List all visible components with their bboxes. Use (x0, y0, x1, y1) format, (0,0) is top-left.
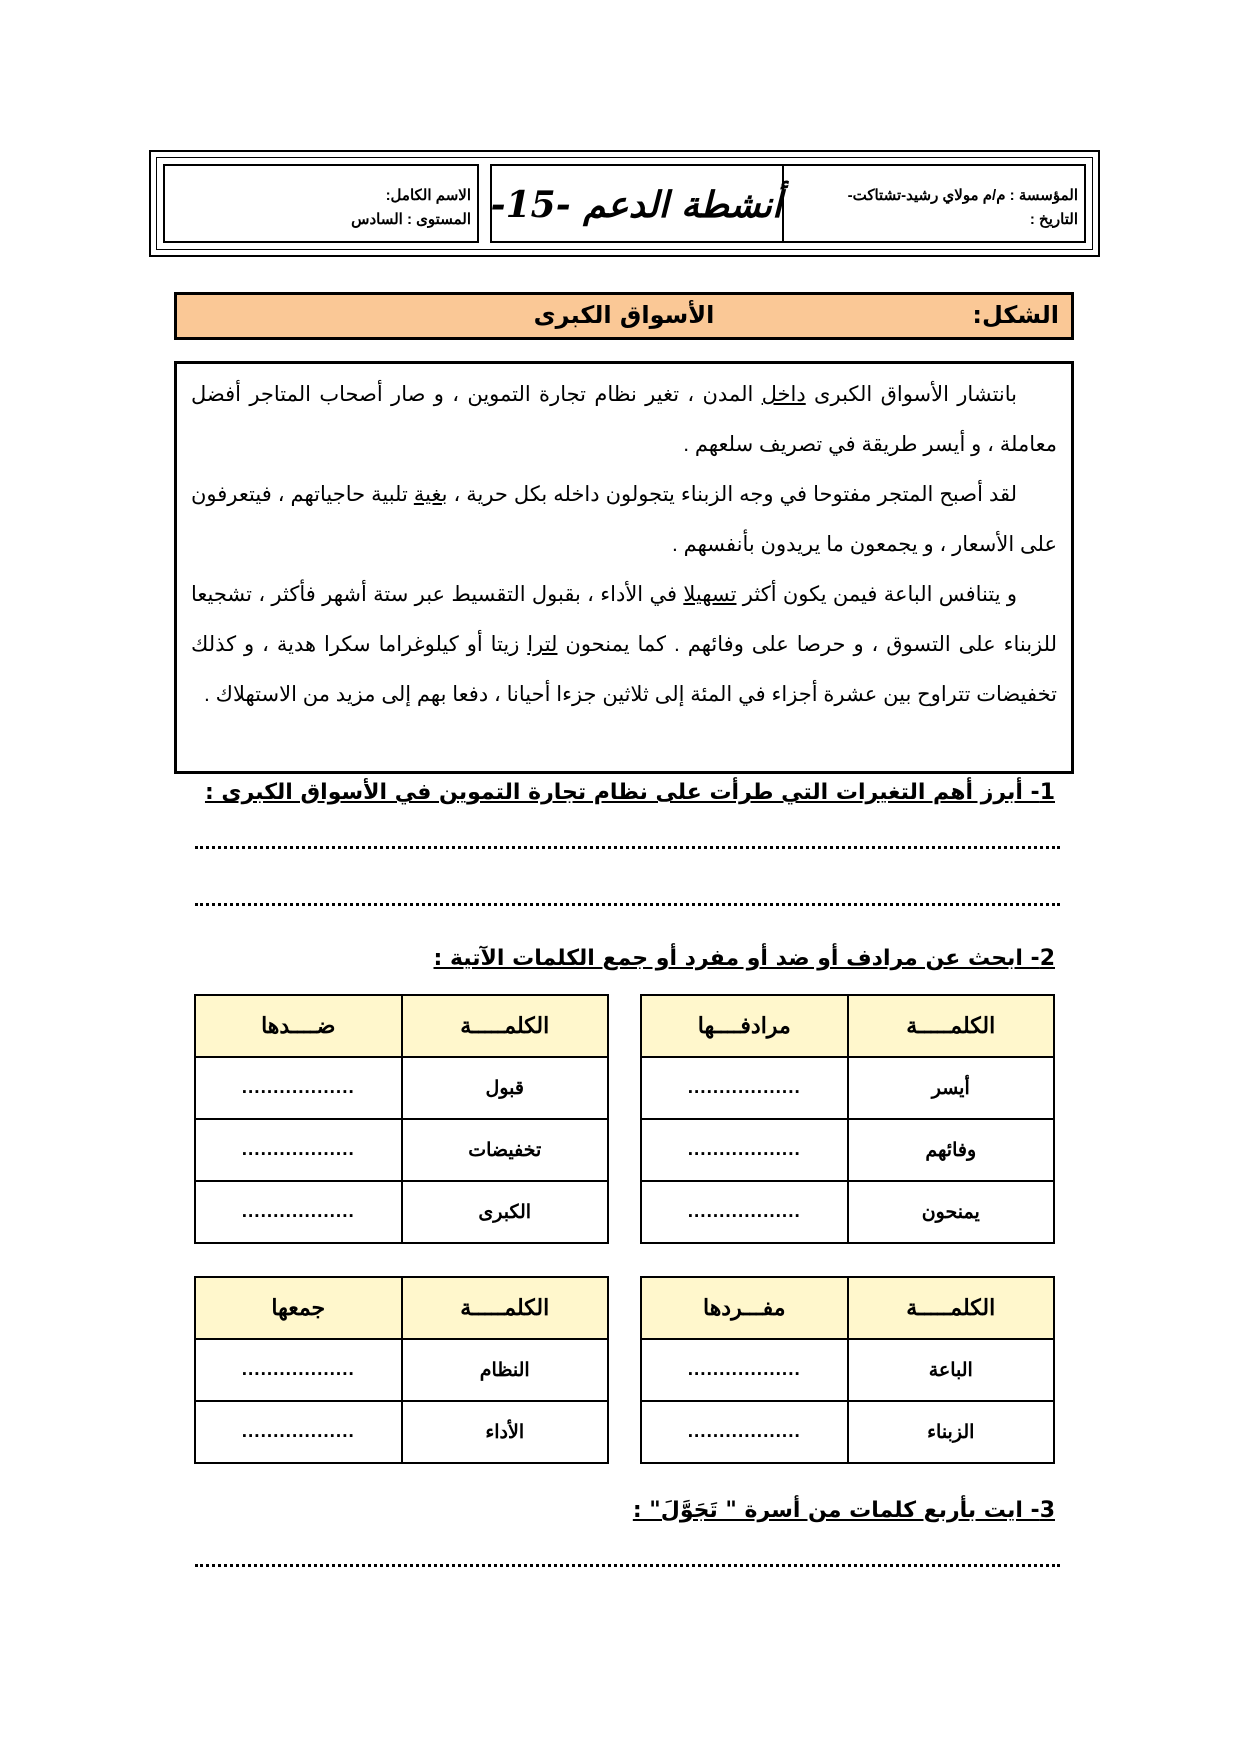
student-info-cell (163, 164, 479, 243)
table-row (641, 1057, 1054, 1119)
plural-header: جمعها (195, 1277, 402, 1339)
word-cell: تخفيضات (402, 1119, 609, 1181)
answer-cell[interactable]: .................. (641, 1119, 848, 1181)
plurals-table (194, 1276, 609, 1464)
word-cell: قبول (402, 1057, 609, 1119)
table-header-row (641, 1277, 1054, 1339)
answer-cell[interactable]: .................. (195, 1339, 402, 1401)
table-header-row (195, 1277, 608, 1339)
reading-text-box (174, 361, 1074, 774)
p3-part-a: و يتنافس الباعة فيمن يكون أكثر (736, 583, 1017, 606)
table-row (195, 1181, 608, 1243)
question-3: 3- ايت بأربع كلمات من أسرة " تَجَوَّلَ" : (632, 1498, 1055, 1523)
singular-header: مفـــردها (641, 1277, 848, 1339)
table-row (641, 1181, 1054, 1243)
paragraph-3 (191, 570, 1057, 720)
p1-part-a: بانتشار الأسواق الكبرى (805, 383, 1017, 406)
table-header-row (195, 995, 608, 1057)
word-cell: الباعة (848, 1339, 1055, 1401)
table-row (195, 1057, 608, 1119)
p3-part-c: زيتا أو كيلوغراما سكرا هدية ، و كذلك تخفيضات تتراوح بين عشرة أجزاء في المئة إلى ثلاثين جزءا أحيانا ، دفعا بهم إلى مزيد من الاستهلاك . (191, 633, 1057, 706)
fullname-label: الاسم الكامل: (385, 187, 471, 204)
question-2: 2- ابحث عن مرادف أو ضد أو مفرد أو جمع الكلمات الآتية : (433, 946, 1055, 971)
p1-part-b: المدن ، تغير نظام تجارة التموين ، و صار أصحاب المتاجر أفضل معاملة ، و أيسر طريقة في تصريف سلعهم . (191, 383, 1057, 456)
text-title: الأسواق الكبرى (533, 301, 715, 329)
answer-cell[interactable]: .................. (195, 1181, 402, 1243)
p3-part-b: في الأداء ، بقبول التقسيط عبر ستة أشهر فأكثر ، تشجيعا للزبناء على التسوق ، و حرصا على وفائهم . كما يمنحون (191, 583, 1057, 656)
table-row (641, 1401, 1054, 1463)
answer-cell[interactable]: .................. (641, 1401, 848, 1463)
table-row (195, 1401, 608, 1463)
answer-cell[interactable]: .................. (195, 1401, 402, 1463)
word-cell: الكبرى (402, 1181, 609, 1243)
table-header-row (641, 995, 1054, 1057)
p1-underlined: داخل (761, 383, 806, 406)
word-cell: يمنحون (848, 1181, 1055, 1243)
word-cell: وفائهم (848, 1119, 1055, 1181)
p3-underlined-1: تسهيلا (683, 583, 737, 606)
word-cell: أيسر (848, 1057, 1055, 1119)
antonyms-table (194, 994, 609, 1244)
word-cell: الأداء (402, 1401, 609, 1463)
table-row (641, 1119, 1054, 1181)
antonym-header: ضــــدها (195, 995, 402, 1057)
word-cell: النظام (402, 1339, 609, 1401)
institution-cell (782, 164, 1086, 243)
answer-cell[interactable]: .................. (641, 1339, 848, 1401)
answer-cell[interactable]: .................. (641, 1057, 848, 1119)
title-bar (174, 292, 1074, 340)
word-header: الكلمـــــة (848, 995, 1055, 1057)
p2-part-b: تلبية حاجياتهم ، فيتعرفون على الأسعار ، و يجمعون ما يريدون بأنفسهم . (191, 483, 1057, 556)
table-row (641, 1339, 1054, 1401)
table-row (195, 1339, 608, 1401)
genre-label: الشكل: (972, 301, 1059, 329)
synonyms-table (640, 994, 1055, 1244)
p3-underlined-2: لترا (527, 633, 558, 656)
answer-cell[interactable]: .................. (195, 1119, 402, 1181)
answer-line-3[interactable] (195, 1564, 1060, 1567)
word-header: الكلمـــــة (402, 1277, 609, 1339)
synonym-header: مرادفــــها (641, 995, 848, 1057)
header-frame (149, 150, 1100, 257)
word-header: الكلمـــــة (848, 1277, 1055, 1339)
activity-title-cell (490, 164, 784, 243)
paragraph-1 (191, 370, 1057, 470)
answer-line-1[interactable] (195, 846, 1060, 849)
header-inner-frame (156, 157, 1093, 250)
answer-line-2[interactable] (195, 903, 1060, 906)
date-label: التاريخ : (1029, 211, 1078, 228)
word-header: الكلمـــــة (402, 995, 609, 1057)
p2-underlined: بغية (413, 483, 448, 506)
paragraph-2 (191, 470, 1057, 570)
activity-title: أنشطة الدعم -15- (490, 184, 782, 226)
answer-cell[interactable]: .................. (641, 1181, 848, 1243)
question-1: 1- أبرز أهم التغيرات التي طرأت على نظام تجارة التموين في الأسواق الكبرى : (204, 780, 1055, 805)
singulars-table (640, 1276, 1055, 1464)
word-cell: الزبناء (848, 1401, 1055, 1463)
p2-part-a: لقد أصبح المتجر مفتوحا في وجه الزبناء يتجولون داخله بكل حرية ، (447, 483, 1017, 506)
table-row (195, 1119, 608, 1181)
institution-label: المؤسسة : م/م مولاي رشيد-تشتاكت- (847, 187, 1078, 204)
answer-cell[interactable]: .................. (195, 1057, 402, 1119)
level-label: المستوى : السادس (351, 211, 471, 228)
